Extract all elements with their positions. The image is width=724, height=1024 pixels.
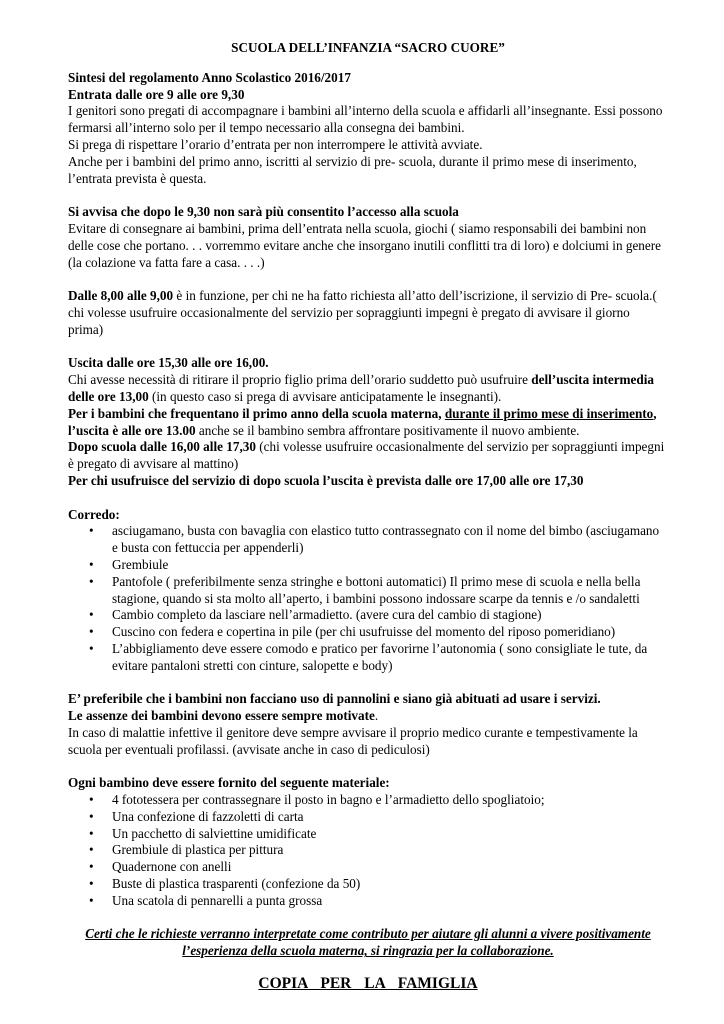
- list-item: • Una confezione di fazzoletti di carta: [68, 809, 668, 826]
- entrance-paragraph-1: I genitori sono pregati di accompagnare i bambini all’interno della scuola e affidarli all’insegnante. Essi possono fermarsi all’interno solo per il tempo necessario alla consegna dei bambini.: [68, 103, 663, 136]
- list-item: • Quadernone con anelli: [68, 859, 668, 876]
- section-materiale: [68, 775, 668, 909]
- school-title: SCUOLA DELL’INFANZIA “SACRO CUORE”: [231, 40, 505, 55]
- exit-paragraph-3: Dopo scuola dalle 16,00 alle 17,30 (chi volesse usufruire occasionalmente del servizio per sopraggiunti impegni è pregato di avvisare al mattino): [68, 439, 665, 472]
- exit-hours-heading: Uscita dalle ore 15,30 alle ore 16,00.: [68, 355, 269, 371]
- list-item: • Un pacchetto di salviettine umidificate: [68, 826, 668, 843]
- list-item: • Cuscino con federa e copertina in pile (per chi usufruisse del momento del riposo pomeridiano): [68, 624, 668, 641]
- closing-line-2: l’esperienza della scuola materna, si ringrazia per la collaborazione.: [182, 943, 554, 959]
- document-page: [68, 40, 668, 993]
- exit-paragraph-1: Chi avesse necessità di ritirare il proprio figlio prima dell’orario suddetto può usufruire dell’uscita intermedia delle ore 13,00 (in questo caso si prega di avvisare anticipatamente le insegnanti).: [68, 372, 654, 404]
- exit-paragraph-4: Per chi usufruisce del servizio di dopo scuola l’uscita è prevista dalle ore 17,00 alle ore 17,30: [68, 472, 584, 488]
- entrance-paragraph-3: Anche per i bambini del primo anno, iscritti al servizio di pre- scuola, durante il primo mese di inserimento, l’entrata prevista è questa.: [68, 153, 637, 186]
- access-warning-text: Evitare di consegnare ai bambini, prima dell’entrata nella scuola, giochi ( siamo responsabili dei bambini non delle cose che portano. . . vorremmo evitare anche che insorgano inutili conflitti tra di loro) e dolciumi in genere (la colazione va fatta fare a casa. . . .): [68, 220, 661, 270]
- entrance-hours-heading: Entrata dalle ore 9 alle ore 9,30: [68, 86, 245, 102]
- regulation-title: Sintesi del regolamento Anno Scolastico 2016/2017: [68, 69, 351, 85]
- section-uscita: [68, 355, 668, 489]
- section-servizi: [68, 691, 668, 758]
- list-item: • 4 fototessera per contrassegnare il posto in bagno e l’armadietto dello spogliatoio;: [68, 792, 668, 809]
- list-item: • Grembiule: [68, 557, 668, 574]
- list-item: • Buste di plastica trasparenti (confezione da 50): [68, 876, 668, 893]
- access-warning-heading: Si avvisa che dopo le 9,30 non sarà più consentito l’accesso alla scuola: [68, 204, 459, 220]
- corredo-list: [68, 523, 668, 674]
- copy-for-family-label: COPIA PER LA FAMIGLIA: [258, 975, 478, 993]
- absences-note: Le assenze dei bambini devono essere sempre motivate.: [68, 708, 379, 724]
- corredo-heading: Corredo:: [68, 506, 120, 522]
- prescuola-paragraph: Dalle 8,00 alle 9,00 è in funzione, per chi ne ha fatto richiesta all’atto dell’iscrizione, il servizio di Pre- scuola.( chi volesse usufruire occasionalmente del servizio per sopraggiunti impegni è pregato di avvisare il giorno prima): [68, 288, 657, 337]
- list-item: • L’abbigliamento deve essere comodo e pratico per favorirne l’autonomia ( sono consigliate le tute, da evitare pantaloni stretti con cinture, salopette e body): [68, 641, 668, 675]
- section-corredo: [68, 507, 668, 675]
- prescuola-hours: Dalle 8,00 alle 9,00: [68, 288, 174, 304]
- list-item: • Cambio completo da lasciare nell’armadietto. (avere cura del cambio di stagione): [68, 607, 668, 624]
- materiale-heading: Ogni bambino deve essere fornito del seguente materiale:: [68, 775, 390, 791]
- illness-note: In caso di malattie infettive il genitore deve sempre avvisare il proprio medico curante e tempestivamente la scuola per eventuali profilassi. (avvisate anche in caso di pediculosi): [68, 724, 638, 757]
- list-item: • Pantofole ( preferibilmente senza stringhe e bottoni automatici) Il primo mese di scuola e nella bella stagione, quando si sta molto all’aperto, i bambini possono indossare scarpe da tennis e /o sandaletti: [68, 574, 668, 608]
- section-accesso: [68, 204, 668, 271]
- closing-statement: [68, 926, 668, 960]
- exit-paragraph-2: Per i bambini che frequentano il primo anno della scuola materna, durante il primo mese di inserimento, l’uscita è alle ore 13.00 anche se il bambino sembra affrontare positivamente il nuovo ambiente.: [68, 405, 657, 438]
- list-item: • Grembiule di plastica per pittura: [68, 842, 668, 859]
- section-entrata: [68, 70, 668, 188]
- pannolini-note: E’ preferibile che i bambini non facciano uso di pannolini e siano già abituati ad usare i servizi.: [68, 691, 601, 707]
- entrance-paragraph-2: Si prega di rispettare l’orario d’entrata per non interrompere le attività avviate.: [68, 136, 483, 152]
- list-item: • Una scatola di pennarelli a punta grossa: [68, 893, 668, 910]
- list-item: • asciugamano, busta con bavaglia con elastico tutto contrassegnato con il nome del bimbo (asciugamano e busta con fettuccia per appenderli): [68, 523, 668, 557]
- materiale-list: [68, 792, 668, 910]
- closing-line-1: Certi che le richieste verranno interpretate come contributo per aiutare gli alunni a vivere positivamente: [85, 926, 651, 942]
